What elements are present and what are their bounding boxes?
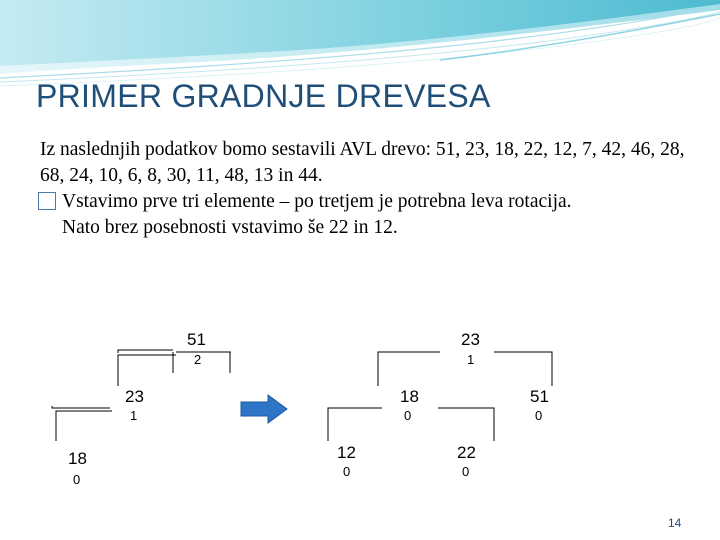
node-key: 22 <box>457 443 476 462</box>
node-key: 18 <box>68 449 87 468</box>
bullet-text-line1: Vstavimo prve tri elemente – po tretjem je potrebna leva rotacija. <box>62 191 572 212</box>
node-balance: 0 <box>462 464 470 479</box>
right-arrow-icon <box>241 395 287 423</box>
node-balance: 1 <box>130 408 138 423</box>
bullet-text-line2: Nato brez posebnosti vstavimo še 22 in 12. <box>62 217 398 238</box>
node-key: 12 <box>337 443 356 462</box>
node-key: 23 <box>125 387 144 406</box>
node-balance: 0 <box>343 464 351 479</box>
intro-paragraph: Iz naslednjih podatkov bomo sestavili AVL drevo: 51, 23, 18, 22, 12, 7, 42, 46, 28, 68, 24, 10, 6, 8, 30, 11, 48, 13 in 44. <box>40 139 685 186</box>
node-balance: 0 <box>73 472 81 487</box>
slide-title: PRIMER GRADNJE DREVESA <box>36 78 491 114</box>
node-key: 18 <box>400 387 419 406</box>
tree-after-lines <box>328 352 552 441</box>
bullet-item <box>40 189 700 241</box>
node-key: 51 <box>530 387 549 406</box>
edge-51-23 <box>118 350 173 353</box>
page-number: 14 <box>668 516 682 530</box>
node-key: 23 <box>461 330 480 349</box>
node-balance: 1 <box>467 352 475 367</box>
edge-23-18 <box>52 406 110 408</box>
node-balance: 0 <box>404 408 412 423</box>
square-bullet-icon <box>38 192 56 210</box>
slide-body <box>40 137 700 241</box>
node-balance: 2 <box>194 352 202 367</box>
node-balance: 0 <box>535 408 543 423</box>
node-key: 51 <box>187 330 206 349</box>
